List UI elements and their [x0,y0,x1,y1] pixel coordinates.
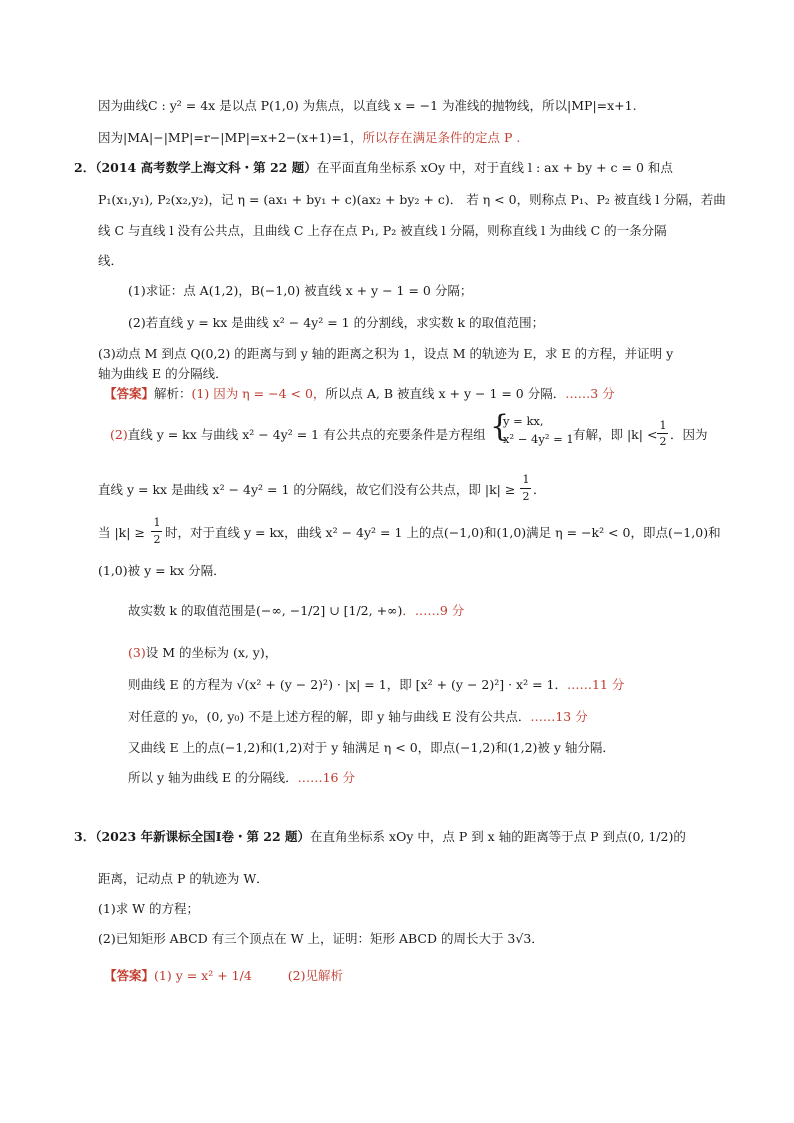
q2-part-1: (1)求证：点 A(1,2)，B(−1,0) 被直线 x + y − 1 = 0 分隔； [128,283,473,298]
q2-answer-2-line-2: 直线 y = kx 是曲线 x² − 4y² = 1 的分隔线，故它们没有公共点，即 |k| ≥ [98,482,516,497]
q2-answer-2-line-4: (1,0)被 y = kx 分隔． [98,563,226,578]
q2-stem-line-3: 线 C 与直线 l 没有公共点，且曲线 C 上存在点 P₁, P₂ 被直线 l 分隔，则称直线 l 为曲线 C 的一条分隔 [98,223,667,238]
q2-part-3-line-2: 轴为曲线 E 的分隔线． [98,366,228,381]
fraction-half-num-3: 1 [153,516,161,529]
q2-stem-line-4: 线． [98,253,124,268]
q3-part-1: (1)求 W 的方程； [98,901,200,916]
q3-stem-line-1: 3．（2023 年新课标全国Ⅰ卷・第 22 题）在直角坐标系 xOy 中，点 P 到 x 轴的距离等于点 P 到点(0, 1/2)的 [74,829,686,844]
q2-answer-3-line-4: 又曲线 E 上的点(−1,2)和(1,2)对于 y 轴满足 η < 0，即点(−1,2)和(1,2)被 y 轴分隔． [128,740,615,755]
q2-answer-2-line-3a: 当 |k| ≥ [98,525,145,540]
q2-answer-3-line-2: 则曲线 E 的方程为 √(x² + (y − 2)²) · |x| = 1，即 [x² + (y − 2)²] · x² = 1．……11 分 [128,677,625,692]
q2-stem-line-1: 2．（2014 高考数学上海文科・第 22 题）在平面直角坐标系 xOy 中，对于直线 l : ax + by + c = 0 和点 [74,160,673,175]
fraction-half-num-2: 1 [522,473,530,486]
fraction-bar-2 [520,488,531,489]
k-range: (−∞, −1/2] ∪ [1/2, +∞) [256,603,403,618]
system-brace: { [490,409,510,444]
q2-answer-3-line-1: (3)设 M 的坐标为 (x, y)， [128,645,278,660]
prev-solution-line-2: 因为|MA|−|MP|=r−|MP|=x+2−(x+1)=1，所以存在满足条件的定点 P . [98,130,521,145]
fraction-bar-3 [151,531,162,532]
q2-answer-2-line-1b: 有解，即 |k| < [573,427,658,442]
system-bottom-eq: x² − 4y² = 1 [503,432,574,446]
prev-solution-line-1: 因为曲线C : y² = 4x 是以点 P(1,0) 为焦点，以直线 x = −1 为准线的抛物线，所以|MP|=x+1. [98,98,637,113]
system-top-eq: y = kx, [503,414,544,428]
q2-part-2: (2)若直线 y = kx 是曲线 x² − 4y² = 1 的分割线，求实数 k 的取值范围； [128,315,545,330]
fraction-half-den: 2 [659,435,667,448]
q2-source: （2014 高考数学上海文科・第 22 题） [95,160,317,175]
period: ． [533,482,546,497]
q2-stem-line-2: P₁(x₁,y₁), P₂(x₂,y₂)，记 η = (ax₁ + by₁ + c)(ax₂ + by₂ + c)． 若 η < 0，则称点 P₁、P₂ 被直线 l 分隔，若曲 [98,192,726,207]
q2-answer-1: 【答案】解析：(1) 因为 η = −4 < 0，所以点 A, B 被直线 x + y − 1 = 0 分隔．……3 分 [104,386,615,401]
q3-part-2: (2)已知矩形 ABCD 有三个顶点在 W 上，证明：矩形 ABCD 的周长大于 3√3． [98,931,544,946]
fraction-half-num: 1 [659,419,667,432]
q2-answer-3-line-3: 对任意的 y₀，(0, y₀) 不是上述方程的解，即 y 轴与曲线 E 没有公共点．……13 分 [128,709,588,724]
q2-number: 2． [74,160,96,175]
q2-answer-2-line-1c: ．因为 [670,427,708,442]
q2-answer-3-line-5: 所以 y 轴为曲线 E 的分隔线．……16 分 [128,770,355,785]
fraction-half-den-3: 2 [153,533,161,546]
fraction-half-den-2: 2 [522,490,530,503]
fraction-bar [657,433,668,434]
q2-answer-2-line-5: 故实数 k 的取值范围是(−∞, −1/2] ∪ [1/2, +∞)．……9 分 [128,603,465,618]
q2-answer-2-line-3b: 时，对于直线 y = kx，曲线 x² − 4y² = 1 上的点(−1,0)和(1,0)满足 η = −k² < 0，即点(−1,0)和 [165,525,721,540]
answer-tag: 【答案】 [104,386,155,401]
q3-stem-line-2: 距离，记动点 P 的轨迹为 W． [98,871,269,886]
q3-source: （2023 年新课标全国Ⅰ卷・第 22 题） [95,829,311,844]
answer-tag: 【答案】 [104,968,155,983]
q3-number: 3． [74,829,96,844]
q3-point: (0, 1/2) [627,829,674,844]
q3-answer: 【答案】(1) y = x² + 1/4 (2)见解析 [104,968,343,983]
q2-answer-2-line-1: (2)直线 y = kx 与曲线 x² − 4y² = 1 有公共点的充要条件是方程组 [110,427,486,442]
q2-part-3-line-1: (3)动点 M 到点 Q(0,2) 的距离与到 y 轴的距离之积为 1，设点 M 的轨迹为 E，求 E 的方程，并证明 y [98,346,674,361]
